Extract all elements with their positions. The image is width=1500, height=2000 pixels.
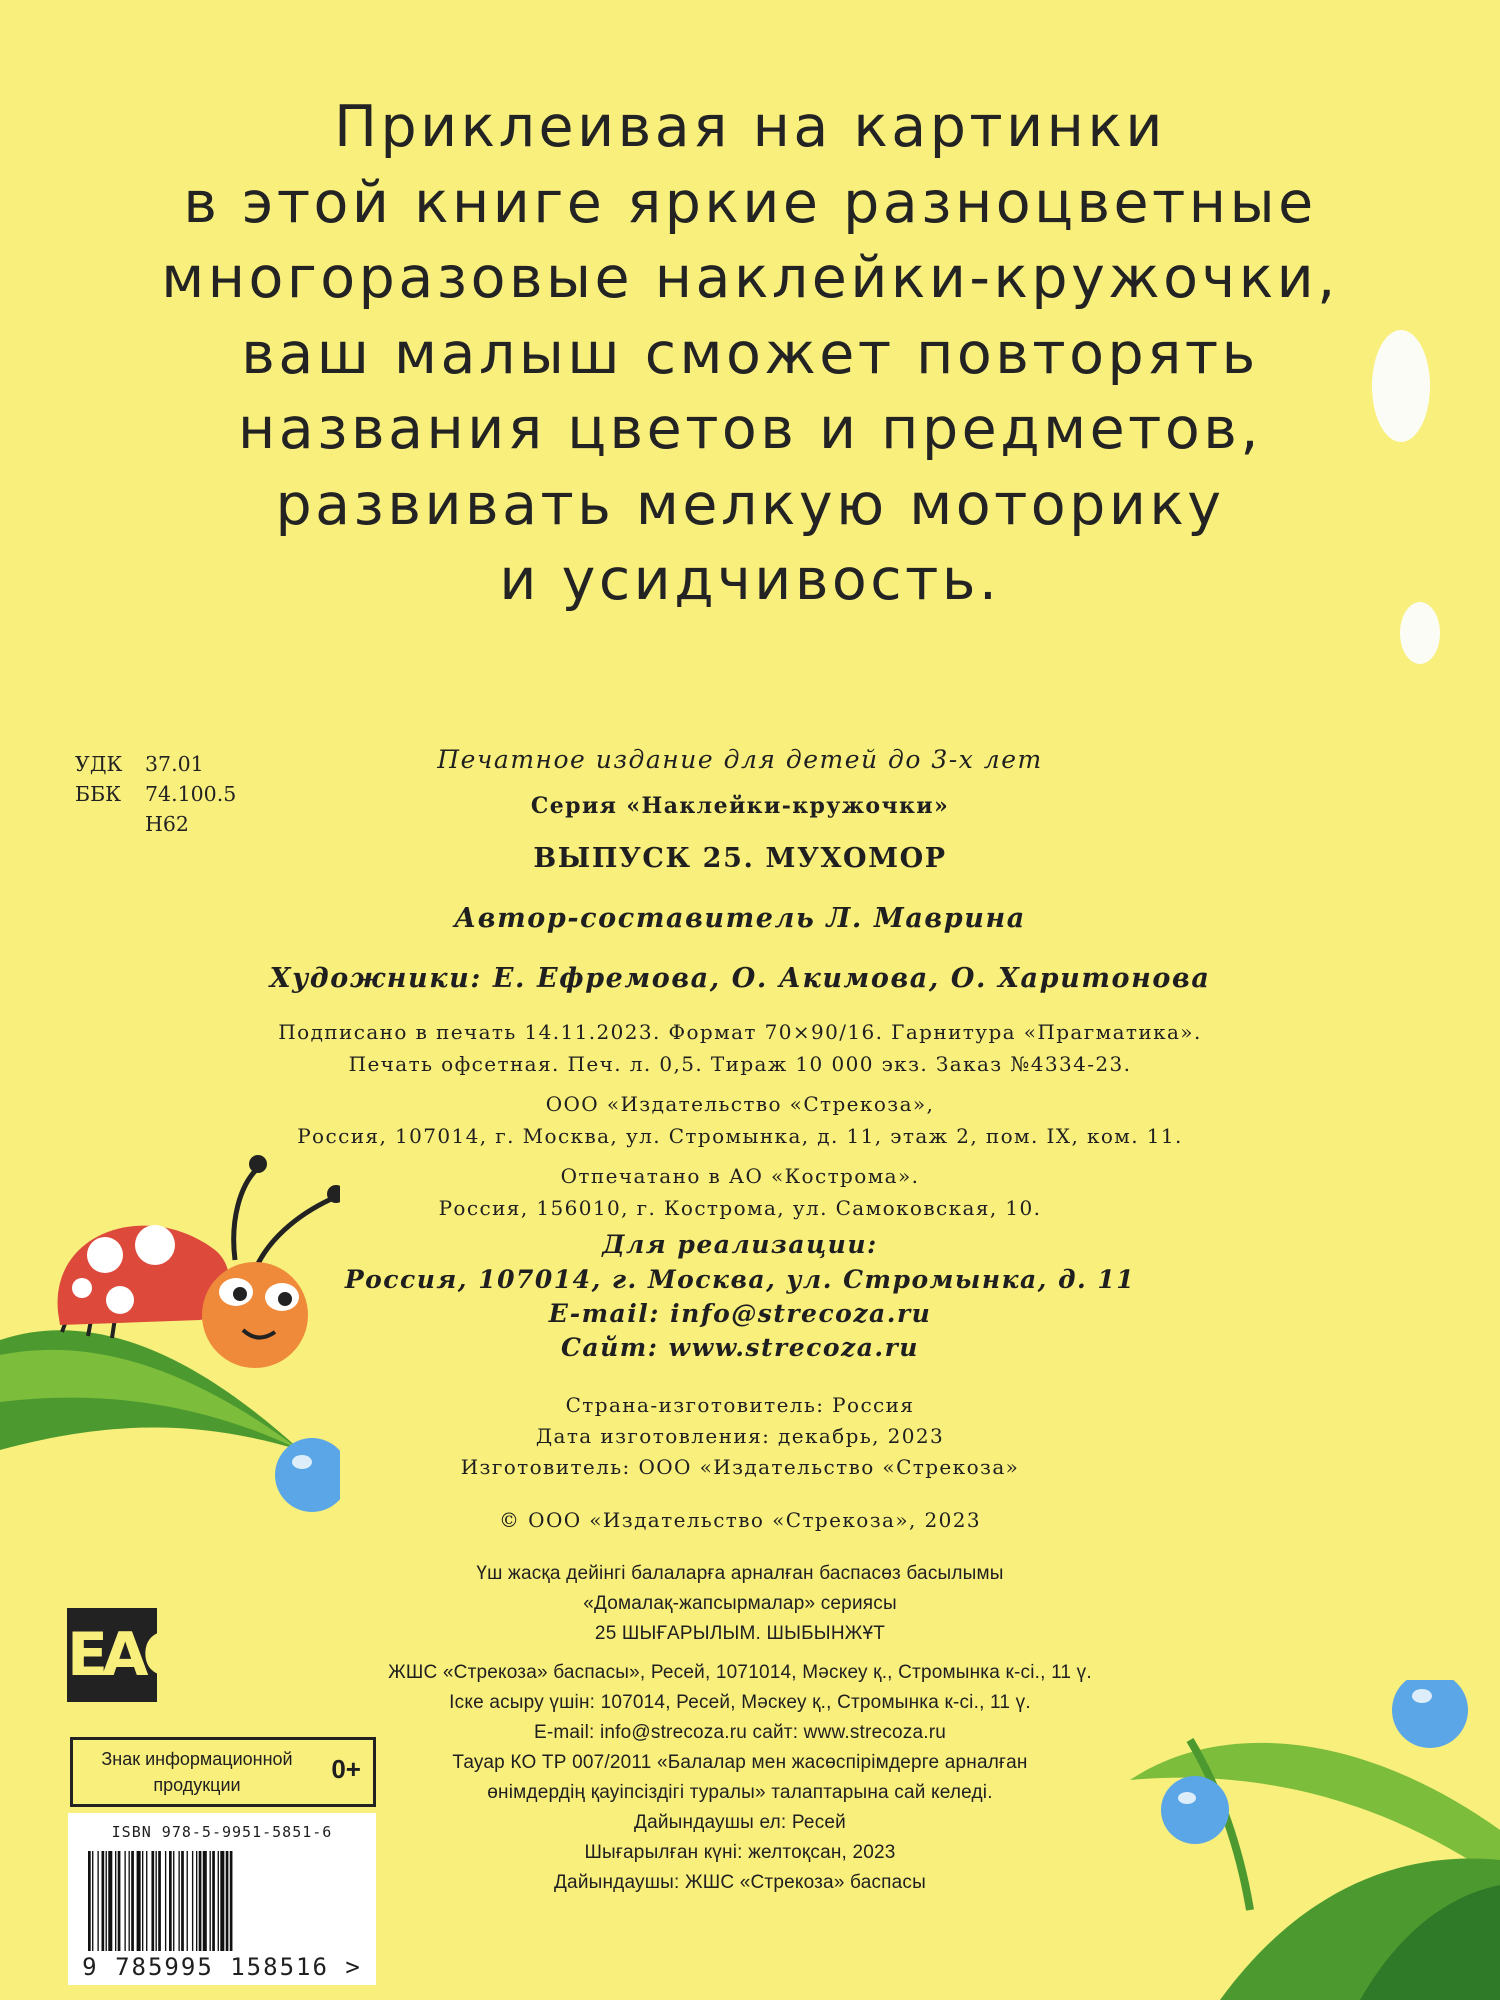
barcode (68, 1813, 376, 1985)
barcode-bar (169, 1851, 172, 1951)
ladybug-illustration (0, 1140, 340, 1560)
ladybug-head (202, 1262, 308, 1368)
information-product-sign (70, 1737, 376, 1807)
headline-line: и усидчивость. (499, 547, 1001, 613)
drop-shine (292, 1455, 312, 1469)
ladybug-spot (87, 1237, 123, 1273)
publisher-line: ООО «Издательство «Стрекоза», (545, 1092, 935, 1116)
author-mark: Н62 (145, 812, 189, 836)
date-line: Дата изготовления: декабрь, 2023 (535, 1424, 945, 1448)
barcode-bar (118, 1851, 121, 1951)
barcode-bar (226, 1851, 229, 1951)
issue-title: ВЫПУСК 25. МУХОМОР (533, 843, 947, 874)
kazakh-line: «Домалақ-жапсырмалар» сериясы (583, 1593, 897, 1614)
barcode-bar (137, 1851, 141, 1951)
ean-number: 9 785995 158516 > (82, 1953, 362, 1981)
sales-title: Для реализации: (602, 1230, 878, 1259)
barcode-bar (156, 1851, 157, 1951)
kazakh-line: Шығарылған күні: желтоқсан, 2023 (584, 1842, 896, 1863)
water-drop-right (1392, 1680, 1468, 1748)
series-title: Серия «Наклейки-кружочки» (530, 793, 950, 819)
barcode-bar (92, 1851, 93, 1951)
headline-line: многоразовые наклейки-кружочки, (161, 245, 1339, 311)
barcode-bar (106, 1851, 107, 1951)
sales-address: Россия, 107014, г. Москва, ул. Стромынка, д. 11 (344, 1265, 1136, 1294)
kazakh-line: өнімдердің қауіпсіздігі туралы» талаптарына сай келеді. (487, 1782, 993, 1803)
ladybug-spot (106, 1286, 134, 1314)
site-line: Сайт: www.strecoza.ru (561, 1333, 919, 1362)
barcode-bar (173, 1851, 174, 1951)
barcode-bar (212, 1851, 215, 1951)
antenna (255, 1196, 338, 1270)
barcode-bar (196, 1851, 197, 1951)
printer-address: Россия, 156010, г. Кострома, ул. Самоковская, 10. (438, 1196, 1042, 1220)
barcode-bar (220, 1851, 224, 1951)
barcode-bar (158, 1851, 161, 1951)
kazakh-line: ЖШС «Стрекоза» баспасы», Ресей, 1071014, Мәскеу қ., Стромынка к-сі., 11 ү. (388, 1662, 1092, 1683)
barcode-bar (230, 1851, 233, 1951)
publisher-address: Россия, 107014, г. Москва, ул. Стромынка, д. 11, этаж 2, пом. IX, ком. 11. (297, 1124, 1183, 1148)
barcode-bar (97, 1851, 98, 1951)
pupil (278, 1292, 292, 1306)
barcode-bar (146, 1851, 147, 1951)
bubble-large (1372, 330, 1430, 442)
signed-line: Подписано в печать 14.11.2023. Формат 70×90/16. Гарнитура «Прагматика». (278, 1020, 1202, 1044)
email-line: E-mail: info@strecoza.ru (548, 1299, 932, 1328)
kazakh-line: Үш жасқа дейінгі балаларға арналған баспасөз басылымы (476, 1563, 1004, 1584)
antenna (234, 1168, 258, 1260)
manufacturer-line: Изготовитель: ООО «Издательство «Стрекоза» (460, 1455, 1020, 1479)
pupil (233, 1287, 247, 1301)
water-drop-left (275, 1438, 340, 1512)
antenna-tip (249, 1155, 267, 1173)
barcode-bar (181, 1851, 184, 1951)
copyright-line: © ООО «Издательство «Стрекоза», 2023 (498, 1508, 981, 1532)
barcode-bar (102, 1851, 105, 1951)
age-note: Печатное издание для детей до 3-х лет (437, 745, 1043, 774)
barcode-bar (199, 1851, 202, 1951)
kazakh-line: Іске асыру үшін: 107014, Ресей, Мәскеу қ., Стромынка к-сі., 11 ү. (449, 1692, 1031, 1713)
barcode-bar (88, 1851, 91, 1951)
headline-line: в этой книге яркие разноцветные (183, 169, 1317, 236)
barcode-bar (131, 1851, 134, 1951)
bbk-value: 74.100.5 (145, 782, 237, 806)
ladybug-spot (72, 1278, 92, 1298)
bbk-label: ББК (75, 782, 121, 806)
bubble-small (1400, 602, 1440, 664)
barcode-bar (218, 1851, 219, 1951)
barcode-bars (88, 1851, 358, 1951)
headline (0, 90, 1500, 619)
kazakh-line: Тауар КО ТР 007/2011 «Балалар мен жасөспірімдерге арналған (452, 1752, 1028, 1773)
kazakh-line: Дайындаушы: ЖШС «Стрекоза» баспасы (553, 1872, 926, 1893)
barcode-bar (165, 1851, 166, 1951)
author-line: Автор-составитель Л. Маврина (454, 903, 1026, 934)
barcode-bar (124, 1851, 125, 1951)
eac-mark: EAC (67, 1608, 157, 1702)
barcode-bar (108, 1851, 112, 1951)
drop-shine (1178, 1792, 1196, 1804)
printed-at: Отпечатано в АО «Кострома». (560, 1164, 920, 1188)
artists-line: Художники: Е. Ефремова, О. Акимова, О. Харитонова (269, 963, 1211, 994)
barcode-bar (129, 1851, 130, 1951)
kazakh-line: 25 ШЫҒАРЫЛЫМ. ШЫБЫНЖҰТ (594, 1623, 886, 1644)
water-drop-lower (1161, 1776, 1229, 1844)
barcode-bar (187, 1851, 188, 1951)
headline-line: Приклеивая на картинки (334, 94, 1166, 160)
udk-value: 37.01 (145, 752, 204, 776)
age-rating: 0+ (331, 1754, 361, 1784)
grass-illustration (1100, 1680, 1500, 2000)
barcode-bar (203, 1851, 207, 1951)
headline-line: развивать мелкую моторику (275, 471, 1225, 538)
barcode-bar (142, 1851, 143, 1951)
info-sign-text: Знак информационной продукции (101, 1749, 293, 1795)
isbn-text: ISBN 978-5-9951-5851-6 (111, 1823, 333, 1841)
headline-line: названия цветов и предметов, (238, 396, 1262, 462)
udk-label: УДК (75, 752, 123, 776)
barcode-bar (178, 1851, 179, 1951)
kazakh-line: E-mail: info@strecoza.ru сайт: www.strecoza.ru (533, 1722, 947, 1743)
kazakh-line: Дайындаушы ел: Ресей (634, 1812, 846, 1833)
country-line: Страна-изготовитель: Россия (565, 1393, 915, 1417)
barcode-bar (192, 1851, 193, 1951)
barcode-bar (210, 1851, 211, 1951)
headline-line: ваш малыш сможет повторять (241, 320, 1259, 387)
barcode-bar (115, 1851, 116, 1951)
drop-shine (1412, 1689, 1432, 1703)
ladybug-spot (135, 1225, 175, 1265)
print-line: Печать офсетная. Печ. л. 0,5. Тираж 10 000 экз. Заказ №4334-23. (348, 1052, 1132, 1076)
barcode-bar (151, 1851, 154, 1951)
